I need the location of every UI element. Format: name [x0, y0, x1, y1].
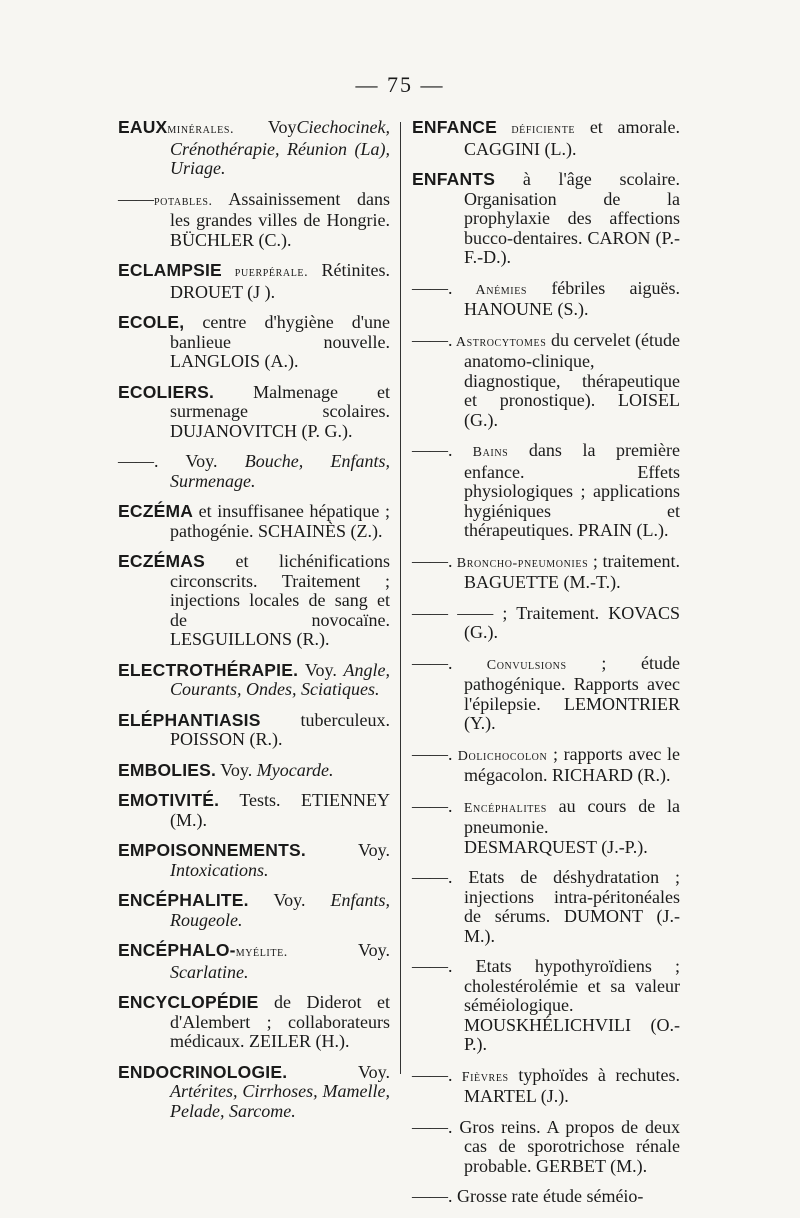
index-entry: [412, 1187, 680, 1207]
left-column: [118, 118, 390, 1132]
entry-heading: ECOLIERS.: [118, 381, 215, 402]
index-entry: [412, 604, 680, 643]
index-entry: [412, 745, 680, 786]
entry-text: Gros reins. A propos de deux cas de sporotrichose rénale probable. GERBET (M.).: [452, 1116, 680, 1176]
entry-heading: EAUX: [118, 117, 168, 137]
page-number: — 75 —: [355, 72, 445, 97]
entry-text: de Diderot et d'Alembert ; collaborateurs médicaux. ZEILER (H.).: [170, 992, 390, 1051]
entry-dash: ——.: [412, 956, 453, 976]
entry-reference: Angle, Courants, Ondes, Sciatiques.: [170, 659, 390, 699]
entry-heading: ECLAMPSIE: [118, 260, 222, 280]
entry-reference: Artérites, Cirrhoses, Mamelle, Pelade, Sarcome.: [170, 1081, 390, 1121]
index-entry: [118, 891, 390, 930]
entry-heading: ENFANCE: [412, 117, 498, 137]
index-entry: [118, 761, 390, 781]
entry-text: Voy.: [158, 451, 218, 471]
entry-heading: ELÉPHANTIASIS: [118, 709, 261, 730]
index-entry: [118, 711, 390, 750]
entry-dash: ——.: [412, 1116, 453, 1137]
entry-dash: ——.: [412, 743, 453, 764]
entry-subheading: potables.: [154, 193, 213, 209]
entry-text: à l'âge scolaire. Organisation de la prophylaxie des affections bucco-dentaires. CARON (P.-F.-D.).: [464, 169, 680, 267]
entry-text: et amorale. CAGGINI (L.).: [464, 117, 680, 159]
entry-heading: EMOTIVITÉ.: [118, 790, 220, 810]
entry-text: et insuffisanee hépatique ; pathogénie. SCHAINÈS (Z.).: [170, 501, 390, 541]
entry-subheading: déficiente: [497, 122, 576, 137]
entry-subheading: Astrocytomes: [452, 334, 547, 350]
entry-text: dans la première enfance. Effets physiologiques ; applications hygiéniques et thérapeutiques. PRAIN (L.).: [464, 440, 680, 540]
entry-text: Voy.: [298, 659, 337, 680]
entry-text: Voy.: [287, 940, 390, 960]
index-entry: [412, 279, 680, 320]
entry-text: ; étude pathogénique. Rapports avec l'épilepsie. LEMONTRIER (Y.).: [464, 652, 680, 733]
entry-text: tuberculeux. POISSON (R.).: [170, 709, 390, 749]
entry-text: Malmenage et surmenage scolaires. DUJANOVITCH (P. G.).: [170, 381, 390, 441]
index-entry: [118, 661, 390, 700]
index-entry: [412, 170, 680, 268]
entry-heading: ENCYCLOPÉDIE: [118, 992, 259, 1012]
index-entry: [412, 331, 680, 431]
entry-reference: Myocarde.: [252, 759, 334, 780]
entry-text: ; rapports avec le mégacolon. RICHARD (R.).: [464, 743, 680, 785]
entry-dash: ——.: [412, 440, 453, 460]
entry-text: au cours de la pneumonie. DESMARQUEST (J.-P.).: [464, 795, 680, 857]
entry-subheading: Encéphalites: [452, 800, 547, 816]
entry-subheading: myélite.: [235, 945, 288, 960]
index-entry: [412, 957, 680, 1055]
entry-heading: ECOLE,: [118, 312, 185, 332]
entry-reference: Scarlatine.: [170, 961, 249, 982]
entry-heading: EMPOISONNEMENTS.: [118, 840, 306, 860]
entry-reference: Bouche, Enfants, Surmenage.: [170, 451, 390, 491]
entry-text: Voy.: [248, 890, 306, 910]
entry-dash: ——: [118, 188, 154, 209]
entry-text: Voy.: [305, 840, 390, 860]
entry-subheading: Fièvres: [452, 1069, 509, 1085]
entry-text: ; traitement. BAGUETTE (M.-T.).: [464, 550, 681, 592]
entry-text: fébriles aiguës. HANOUNE (S.).: [464, 277, 680, 319]
index-entry: [118, 452, 390, 491]
index-entry: [412, 868, 680, 946]
index-entry: [118, 841, 390, 880]
index-entry: [118, 552, 390, 650]
entry-dash: ——.: [412, 1064, 453, 1085]
entry-reference: Ciechocinek, Crénothérapie, Réunion (La), Uriage.: [170, 117, 390, 178]
entry-subheading: minérales.: [167, 122, 235, 137]
index-entry: [412, 654, 680, 734]
entry-text: du cervelet (étude anatomo-clinique, diagnostique, thérapeutique et pronostique). LOISEL (G.).: [464, 329, 680, 430]
entry-heading: ENCÉPHALITE.: [118, 890, 249, 910]
index-entry: [412, 1118, 680, 1177]
entry-text: typhoïdes à rechutes. MARTEL (J.).: [464, 1064, 680, 1106]
entry-heading: ELECTROTHÉRAPIE.: [118, 659, 299, 680]
entry-dash: ——.: [118, 451, 159, 471]
index-entry: [118, 383, 390, 442]
entry-text: ; Traitement. KOVACS (G.).: [464, 602, 680, 642]
entry-subheading: Dolichocolon: [452, 748, 548, 764]
index-entry: [412, 441, 680, 541]
entry-heading: ENCÉPHALO-: [118, 940, 236, 960]
entry-text: Etats hypothyroïdiens ; cholestérolémie et sa valeur séméiologique. MOUSKHÉLICHVILI (O.-P.).: [452, 956, 680, 1054]
index-entry: [118, 993, 390, 1052]
entry-text: Tests. ETIENNEY (M.).: [170, 790, 390, 830]
index-entry: [118, 261, 390, 302]
entry-reference: Enfants, Rougeole.: [170, 890, 390, 930]
entry-text: Assainissement dans les grandes villes de Hongrie. BÜCHLER (C.).: [170, 188, 390, 250]
column-divider: [400, 122, 401, 1074]
entry-text: centre d'hygiène d'une banlieue nouvelle. LANGLOIS (A.).: [170, 312, 390, 371]
index-entry: [118, 1063, 390, 1122]
entry-text: Voy.: [216, 759, 253, 780]
index-entry: [412, 118, 680, 159]
entry-subheading: Anémies: [452, 282, 528, 298]
entry-dash: —— ——: [412, 602, 494, 623]
entry-dash: ——.: [412, 1186, 453, 1206]
entry-subheading: Bains: [452, 445, 509, 460]
entry-heading: EMBOLIES.: [118, 759, 217, 780]
index-entry: [118, 118, 390, 179]
index-entry: [118, 190, 390, 251]
entry-dash: ——.: [412, 867, 453, 887]
entry-subheading: Broncho-pneumonies: [452, 555, 589, 571]
entry-heading: ENDOCRINOLOGIE.: [118, 1061, 288, 1082]
entry-dash: ——.: [412, 329, 453, 350]
entry-reference: Intoxications.: [170, 859, 269, 880]
entry-text: Grosse rate étude séméio-: [452, 1186, 644, 1206]
entry-heading: ECZÉMAS: [118, 551, 205, 571]
entry-text: Etats de déshydratation ; injections intra-péritonéales de sérums. DUMONT (J.-M.).: [452, 867, 680, 946]
entry-subheading: Convulsions: [452, 657, 567, 673]
entry-text: et lichénifications circonscrits. Traitement ; injections locales de sang et de novocaïne. LESGUILLONS (R.).: [170, 551, 390, 649]
index-entry: [118, 313, 390, 372]
entry-text: Rétinites. DROUET (J ).: [170, 260, 391, 302]
entry-subheading: puerpérale.: [221, 265, 309, 280]
index-entry: [412, 797, 680, 858]
entry-text: Voy: [234, 117, 297, 137]
entry-heading: ENFANTS: [412, 169, 496, 189]
index-entry: [412, 1066, 680, 1107]
entry-text: Voy.: [287, 1061, 390, 1082]
entry-dash: ——.: [412, 277, 453, 298]
index-entry: [118, 791, 390, 830]
entry-dash: ——.: [412, 652, 453, 673]
right-column: [412, 118, 680, 1218]
entry-dash: ——.: [412, 795, 453, 816]
index-entry: [118, 941, 390, 982]
entry-heading: ECZÉMA: [118, 501, 194, 521]
entry-dash: ——.: [412, 550, 453, 571]
index-entry: [118, 502, 390, 541]
index-entry: [412, 552, 680, 593]
